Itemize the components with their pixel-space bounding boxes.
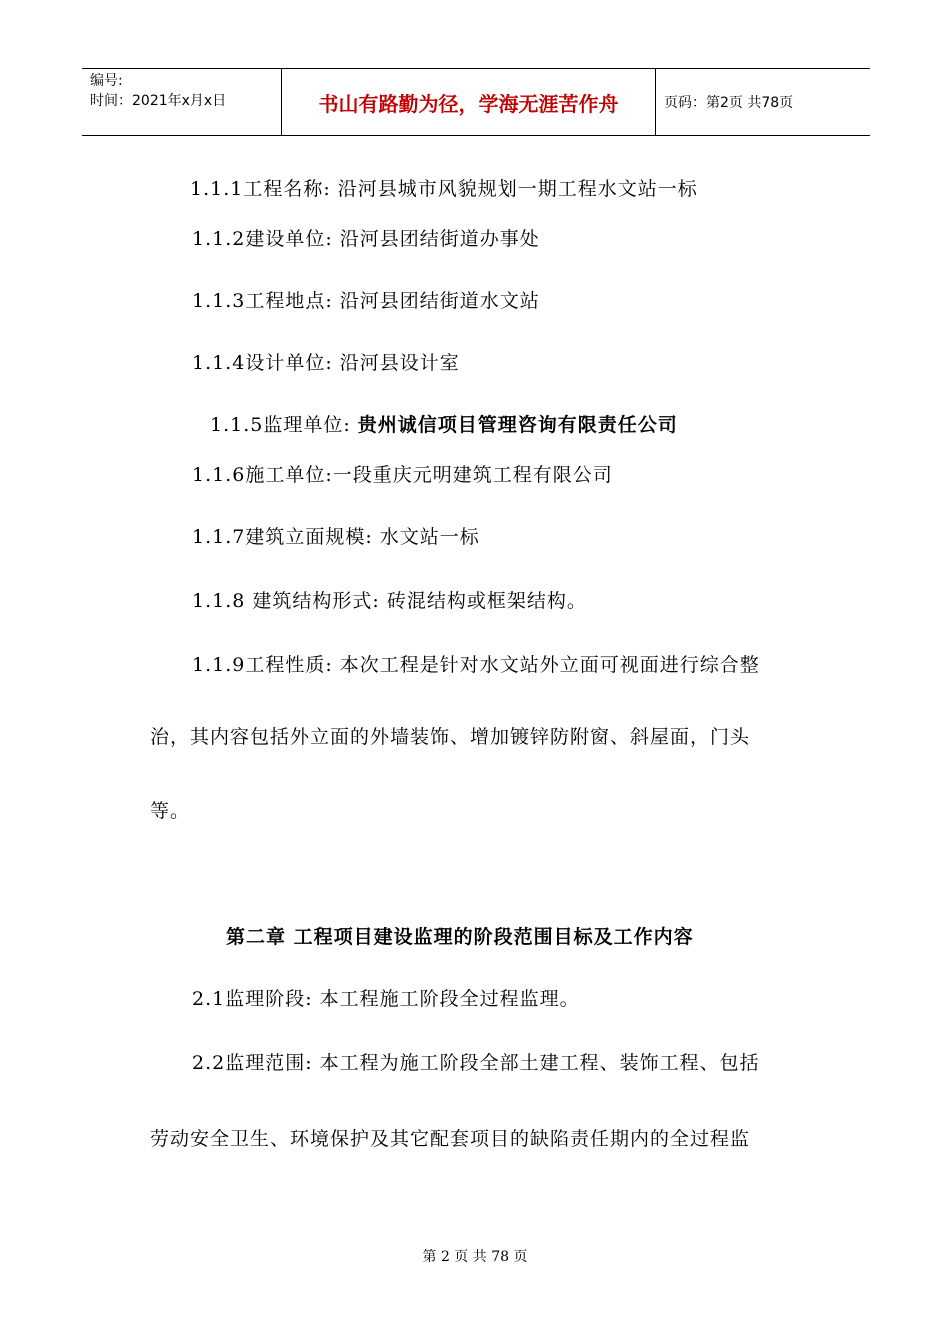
item-1-1-7: 1.1.7建筑立面规模: 水文站一标 xyxy=(192,526,480,548)
item-2-1: 2.1监理阶段: 本工程施工阶段全过程监理。 xyxy=(192,988,580,1010)
page-footer: 第 2 页 共 78 页 xyxy=(422,1249,528,1265)
item-1-1-4: 1.1.4设计单位: 沿河县设计室 xyxy=(192,352,460,374)
item-1-1-9: 1.1.9工程性质: 本次工程是针对水文站外立面可视面进行综合整 xyxy=(192,654,760,676)
header-meta xyxy=(82,69,282,135)
item-2-2-cont: 劳动安全卫生、环境保护及其它配套项目的缺陷责任期内的全过程监 xyxy=(150,1128,751,1150)
page-header xyxy=(82,68,870,136)
item-1-1-5 xyxy=(210,410,678,437)
item-1-1-9-cont2: 等。 xyxy=(150,800,191,822)
item-1-1-5-label: 1.1.5监理单位: xyxy=(210,414,358,436)
header-motto: 书山有路勤为径，学海无涯苦作舟 xyxy=(282,69,656,135)
item-1-1-1: 1.1.1工程名称: 沿河县城市风貌规划一期工程水文站一标 xyxy=(190,178,698,200)
item-1-1-9-cont1: 治，其内容包括外立面的外墙装饰、增加镀锌防附窗、斜屋面，门头 xyxy=(150,726,751,748)
item-1-1-6: 1.1.6施工单位:一段重庆元明建筑工程有限公司 xyxy=(192,464,613,486)
time-label: 时间：2021年x月x日 xyxy=(90,93,227,109)
item-1-1-3: 1.1.3工程地点: 沿河县团结街道水文站 xyxy=(192,290,540,312)
item-1-1-5-value: 贵州诚信项目管理咨询有限责任公司 xyxy=(357,414,678,436)
code-label: 编号: xyxy=(90,73,123,89)
item-1-1-2: 1.1.2建设单位: 沿河县团结街道办事处 xyxy=(192,228,540,250)
item-2-2: 2.2监理范围: 本工程为施工阶段全部土建工程、装饰工程、包括 xyxy=(192,1052,760,1074)
chapter-heading: 第二章 工程项目建设监理的阶段范围目标及工作内容 xyxy=(226,926,694,948)
header-page-info: 页码：第2页 共78页 xyxy=(664,95,794,111)
item-1-1-8: 1.1.8 建筑结构形式: 砖混结构或框架结构。 xyxy=(192,590,587,612)
